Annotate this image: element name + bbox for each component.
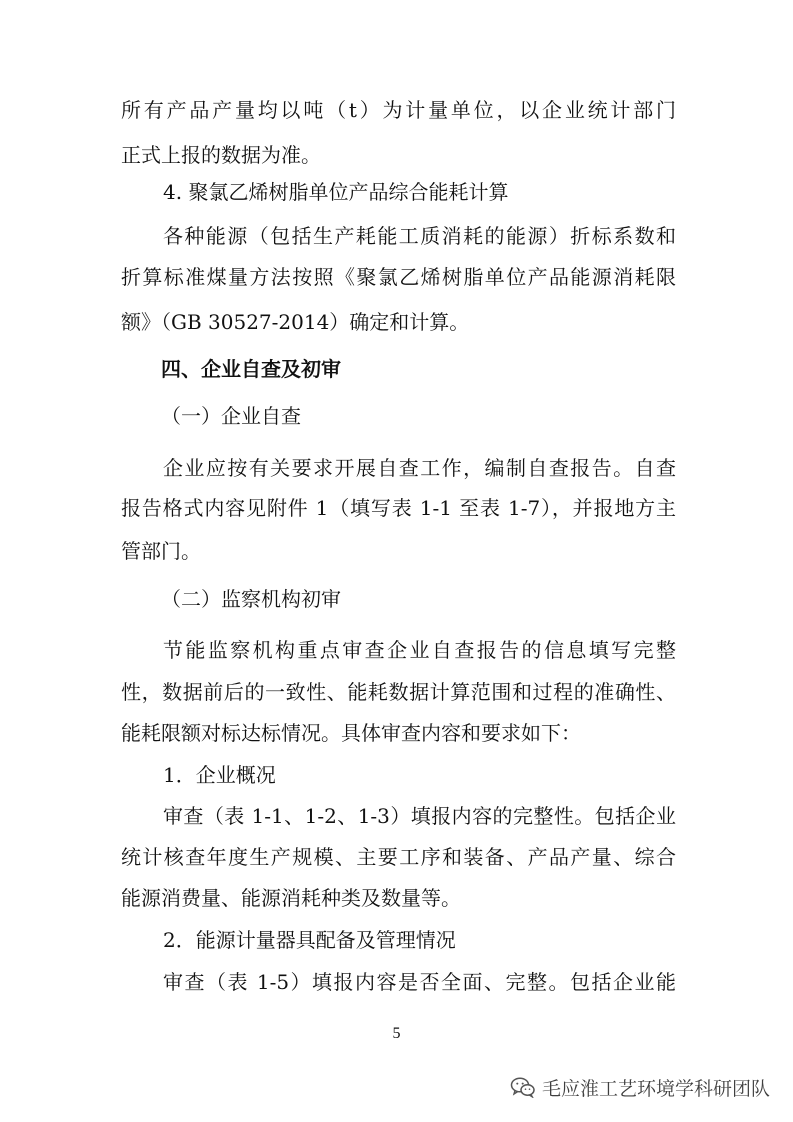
page-number: 5 [392, 1025, 401, 1042]
text-line: 正式上报的数据为准。 [121, 143, 321, 167]
text-line: 统计核查年度生产规模、主要工序和装备、产品产量、综合 [121, 845, 676, 869]
wechat-icon [510, 1076, 536, 1098]
chapter-heading: 四、企业自查及初审 [161, 357, 341, 381]
watermark-text: 毛应淮工艺环境学科研团队 [542, 1077, 771, 1100]
text-line: 能源消费量、能源消耗种类及数量等。 [121, 886, 461, 910]
section-heading: 4. 聚氯乙烯树脂单位产品综合能耗计算 [163, 180, 509, 204]
text-line: 能耗限额对标达标情况。具体审查内容和要求如下： [121, 721, 581, 745]
watermark [510, 1074, 770, 1100]
section-heading: 2．能源计量器具配备及管理情况 [163, 928, 456, 952]
text-line: 节能监察机构重点审查企业自查报告的信息填写完整 [163, 638, 676, 662]
section-heading: 1．企业概况 [163, 763, 276, 787]
text-line: 各种能源（包括生产耗能工质消耗的能源）折标系数和 [163, 224, 676, 248]
text-line: 审查（表 1-1、1-2、1-3）填报内容的完整性。包括企业 [163, 804, 676, 828]
text-line: 所有产品产量均以吨（t）为计量单位，以企业统计部门 [121, 98, 676, 122]
subsection-heading: （一）企业自查 [161, 404, 301, 428]
text-line: 审查（表 1-5）填报内容是否全面、完整。包括企业能 [163, 970, 676, 994]
text-line: 企业应按有关要求开展自查工作，编制自查报告。自查 [163, 456, 676, 480]
text-line: 管部门。 [121, 539, 201, 563]
text-line: 性，数据前后的一致性、能耗数据计算范围和过程的准确性、 [121, 680, 676, 704]
text-line: 报告格式内容见附件 1（填写表 1-1 至表 1-7），并报地方主 [121, 496, 676, 520]
text-line: 额》（GB 30527-2014）确定和计算。 [121, 310, 470, 334]
subsection-heading: （二）监察机构初审 [161, 587, 341, 611]
text-line: 折算标准煤量方法按照《聚氯乙烯树脂单位产品能源消耗限 [121, 265, 676, 289]
